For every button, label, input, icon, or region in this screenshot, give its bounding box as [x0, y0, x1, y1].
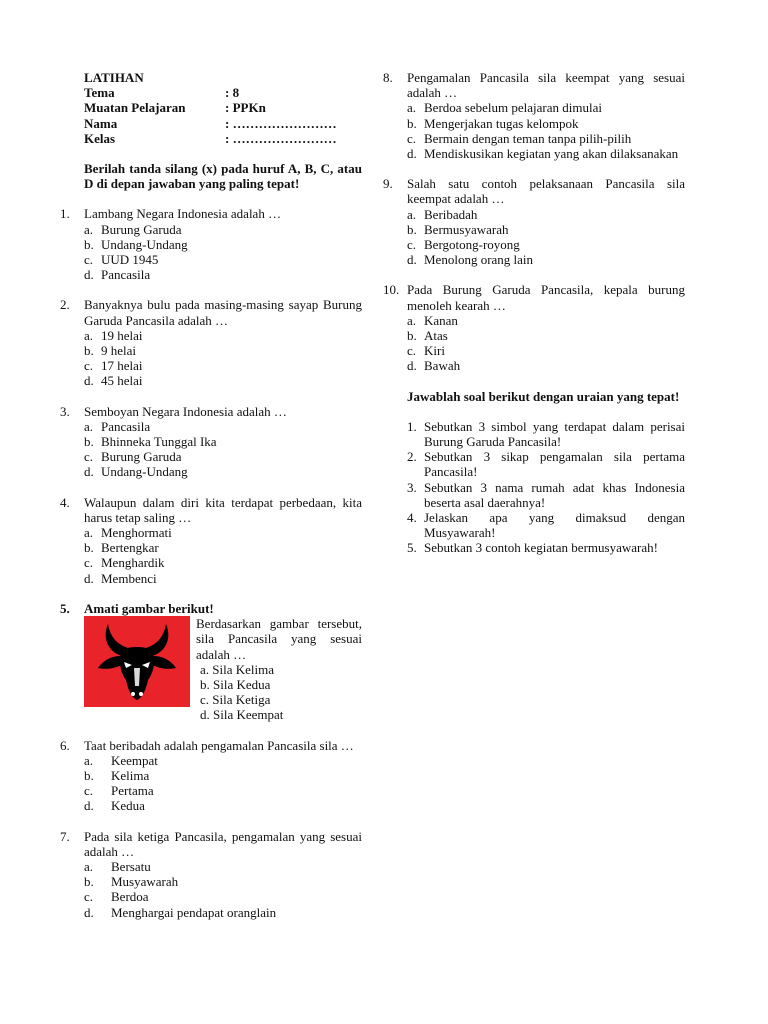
question-5: 5. Amati gambar berikut! Berdasarkan gambar tersebut, sila Pancasila yang sesuai adalah … a. Sila Kelima b. Sila Kedua c. Sila Ketiga d. Sila Keempat	[60, 600, 362, 723]
option-a: a. Menghormati	[84, 525, 172, 541]
option-c: c. Menghardik	[84, 555, 165, 571]
option-a: a. Beribadah	[407, 206, 478, 222]
option-b: b. Bhinneka Tunggal Ika	[84, 434, 217, 450]
question-7: 7. Pada sila ketiga Pancasila, pengamalan yang sesuai adalah … a. Bersatu b. Musyawarah c. Berdoa d. Menghargai pendapat oranglain	[60, 828, 362, 920]
page-title: LATIHAN	[84, 70, 144, 85]
option-b: b. Musyawarah	[84, 874, 179, 890]
question-2: 2. Banyaknya bulu pada masing-masing sayap Burung Garuda Pancasila adalah … a. 19 helai b. 9 helai c. 17 helai d. 45 helai	[60, 297, 362, 389]
option-d: d. Menghargai pendapat oranglain	[84, 904, 277, 920]
essay-3: 3. Sebutkan 3 nama rumah adat khas Indonesia beserta asal daerahnya!	[407, 479, 685, 510]
option-a: a. Sila Kelima	[200, 661, 275, 677]
question-1: 1. Lambang Negara Indonesia adalah … a. Burung Garuda b. Undang-Undang c. UUD 1945 d. Pancasila	[60, 206, 362, 282]
header-row-kelas: Kelas : ……………………	[84, 130, 337, 146]
option-c: c. Kiri	[407, 343, 445, 359]
option-a: a. Kanan	[407, 312, 458, 328]
essay-5: 5. Sebutkan 3 contoh kegiatan bermusyawarah!	[407, 540, 658, 556]
option-d: d. Menolong orang lain	[407, 252, 534, 268]
question-9: 9. Salah satu contoh pelaksanaan Pancasila sila keempat adalah … a. Beribadah b. Bermusyawarah c. Bergotong-royong d. Menolong orang lain	[383, 176, 685, 268]
option-b: b. Bermusyawarah	[407, 221, 509, 237]
option-a: a. Burung Garuda	[84, 221, 182, 237]
question-8: 8. Pengamalan Pancasila sila keempat yang sesuai adalah … a. Berdoa sebelum pelajaran dimulai b. Mengerjakan tugas kelompok c. Bermain dengan teman tanpa pilih-pilih d. Mendiskusikan kegiatan yang akan dilaksanakan	[383, 70, 685, 162]
header-row-tema: Tema : 8	[84, 85, 240, 101]
question-4: 4. Walaupun dalam diri kita terdapat perbedaan, kita harus tetap saling … a. Menghormati b. Bertengkar c. Menghardik d. Membenci	[60, 494, 362, 586]
question-10: 10. Pada Burung Garuda Pancasila, kepala burung menoleh kearah … a. Kanan b. Atas c. Kiri d. Bawah	[383, 282, 685, 374]
essay-4: 4. Jelaskan apa yang dimaksud dengan Musyawarah!	[407, 510, 685, 541]
question-3: 3. Semboyan Negara Indonesia adalah … a. Pancasila b. Bhinneka Tunggal Ika c. Burung Garuda d. Undang-Undang	[60, 404, 362, 480]
header-row-nama: Nama : ……………………	[84, 115, 337, 131]
option-c: c. Sila Ketiga	[200, 692, 271, 708]
option-a: a. 19 helai	[84, 327, 143, 343]
option-d: d. Bawah	[407, 358, 461, 374]
left-column	[60, 70, 362, 935]
right-column	[383, 70, 685, 556]
option-d: d. Undang-Undang	[84, 464, 188, 480]
header-row-muatan: Muatan Pelajaran : PPKn	[84, 100, 266, 116]
option-d: d. Sila Keempat	[200, 707, 284, 723]
option-b: b. Kelima	[84, 767, 150, 783]
option-b: b. Atas	[407, 328, 448, 344]
option-c: c. 17 helai	[84, 358, 143, 374]
option-c: c. Burung Garuda	[84, 449, 182, 465]
question-5-body: Berdasarkan gambar tersebut, sila Pancasila yang sesuai adalah …	[196, 616, 362, 662]
essay-instruction: Jawablah soal berikut dengan uraian yang tepat!	[407, 388, 680, 404]
option-d: d. 45 helai	[84, 373, 143, 389]
option-d: d. Pancasila	[84, 267, 151, 283]
option-b: b. Mengerjakan tugas kelompok	[407, 115, 579, 131]
option-c: c. Pertama	[84, 783, 154, 799]
bull-head-icon	[84, 616, 190, 707]
option-b: b. Bertengkar	[84, 540, 159, 556]
question-6: 6. Taat beribadah adalah pengamalan Pancasila sila … a. Keempat b. Kelima c. Pertama d. Kedua	[60, 738, 362, 814]
essay-1: 1. Sebutkan 3 simbol yang terdapat dalam perisai Burung Garuda Pancasila!	[407, 418, 685, 450]
option-d: d. Mendiskusikan kegiatan yang akan dilaksanakan	[407, 146, 679, 162]
option-c: c. Berdoa	[84, 889, 149, 905]
option-a: a. Bersatu	[84, 858, 151, 874]
option-d: d. Kedua	[84, 798, 145, 814]
option-c: c. Bergotong-royong	[407, 237, 520, 253]
option-b: b. Undang-Undang	[84, 236, 188, 252]
option-a: a. Pancasila	[84, 418, 151, 434]
option-c: c. UUD 1945	[84, 252, 159, 268]
essay-2: 2. Sebutkan 3 sikap pengamalan sila pertama Pancasila!	[407, 449, 685, 480]
option-a: a. Keempat	[84, 752, 158, 768]
option-a: a. Berdoa sebelum pelajaran dimulai	[407, 100, 602, 116]
option-b: b. Sila Kedua	[200, 676, 271, 692]
instruction-text: Berilah tanda silang (x) pada huruf A, B, C, atau D di depan jawaban yang paling tepat!	[84, 161, 362, 192]
option-b: b. 9 helai	[84, 343, 137, 359]
option-c: c. Bermain dengan teman tanpa pilih-pilih	[407, 130, 632, 146]
option-d: d. Membenci	[84, 570, 157, 586]
